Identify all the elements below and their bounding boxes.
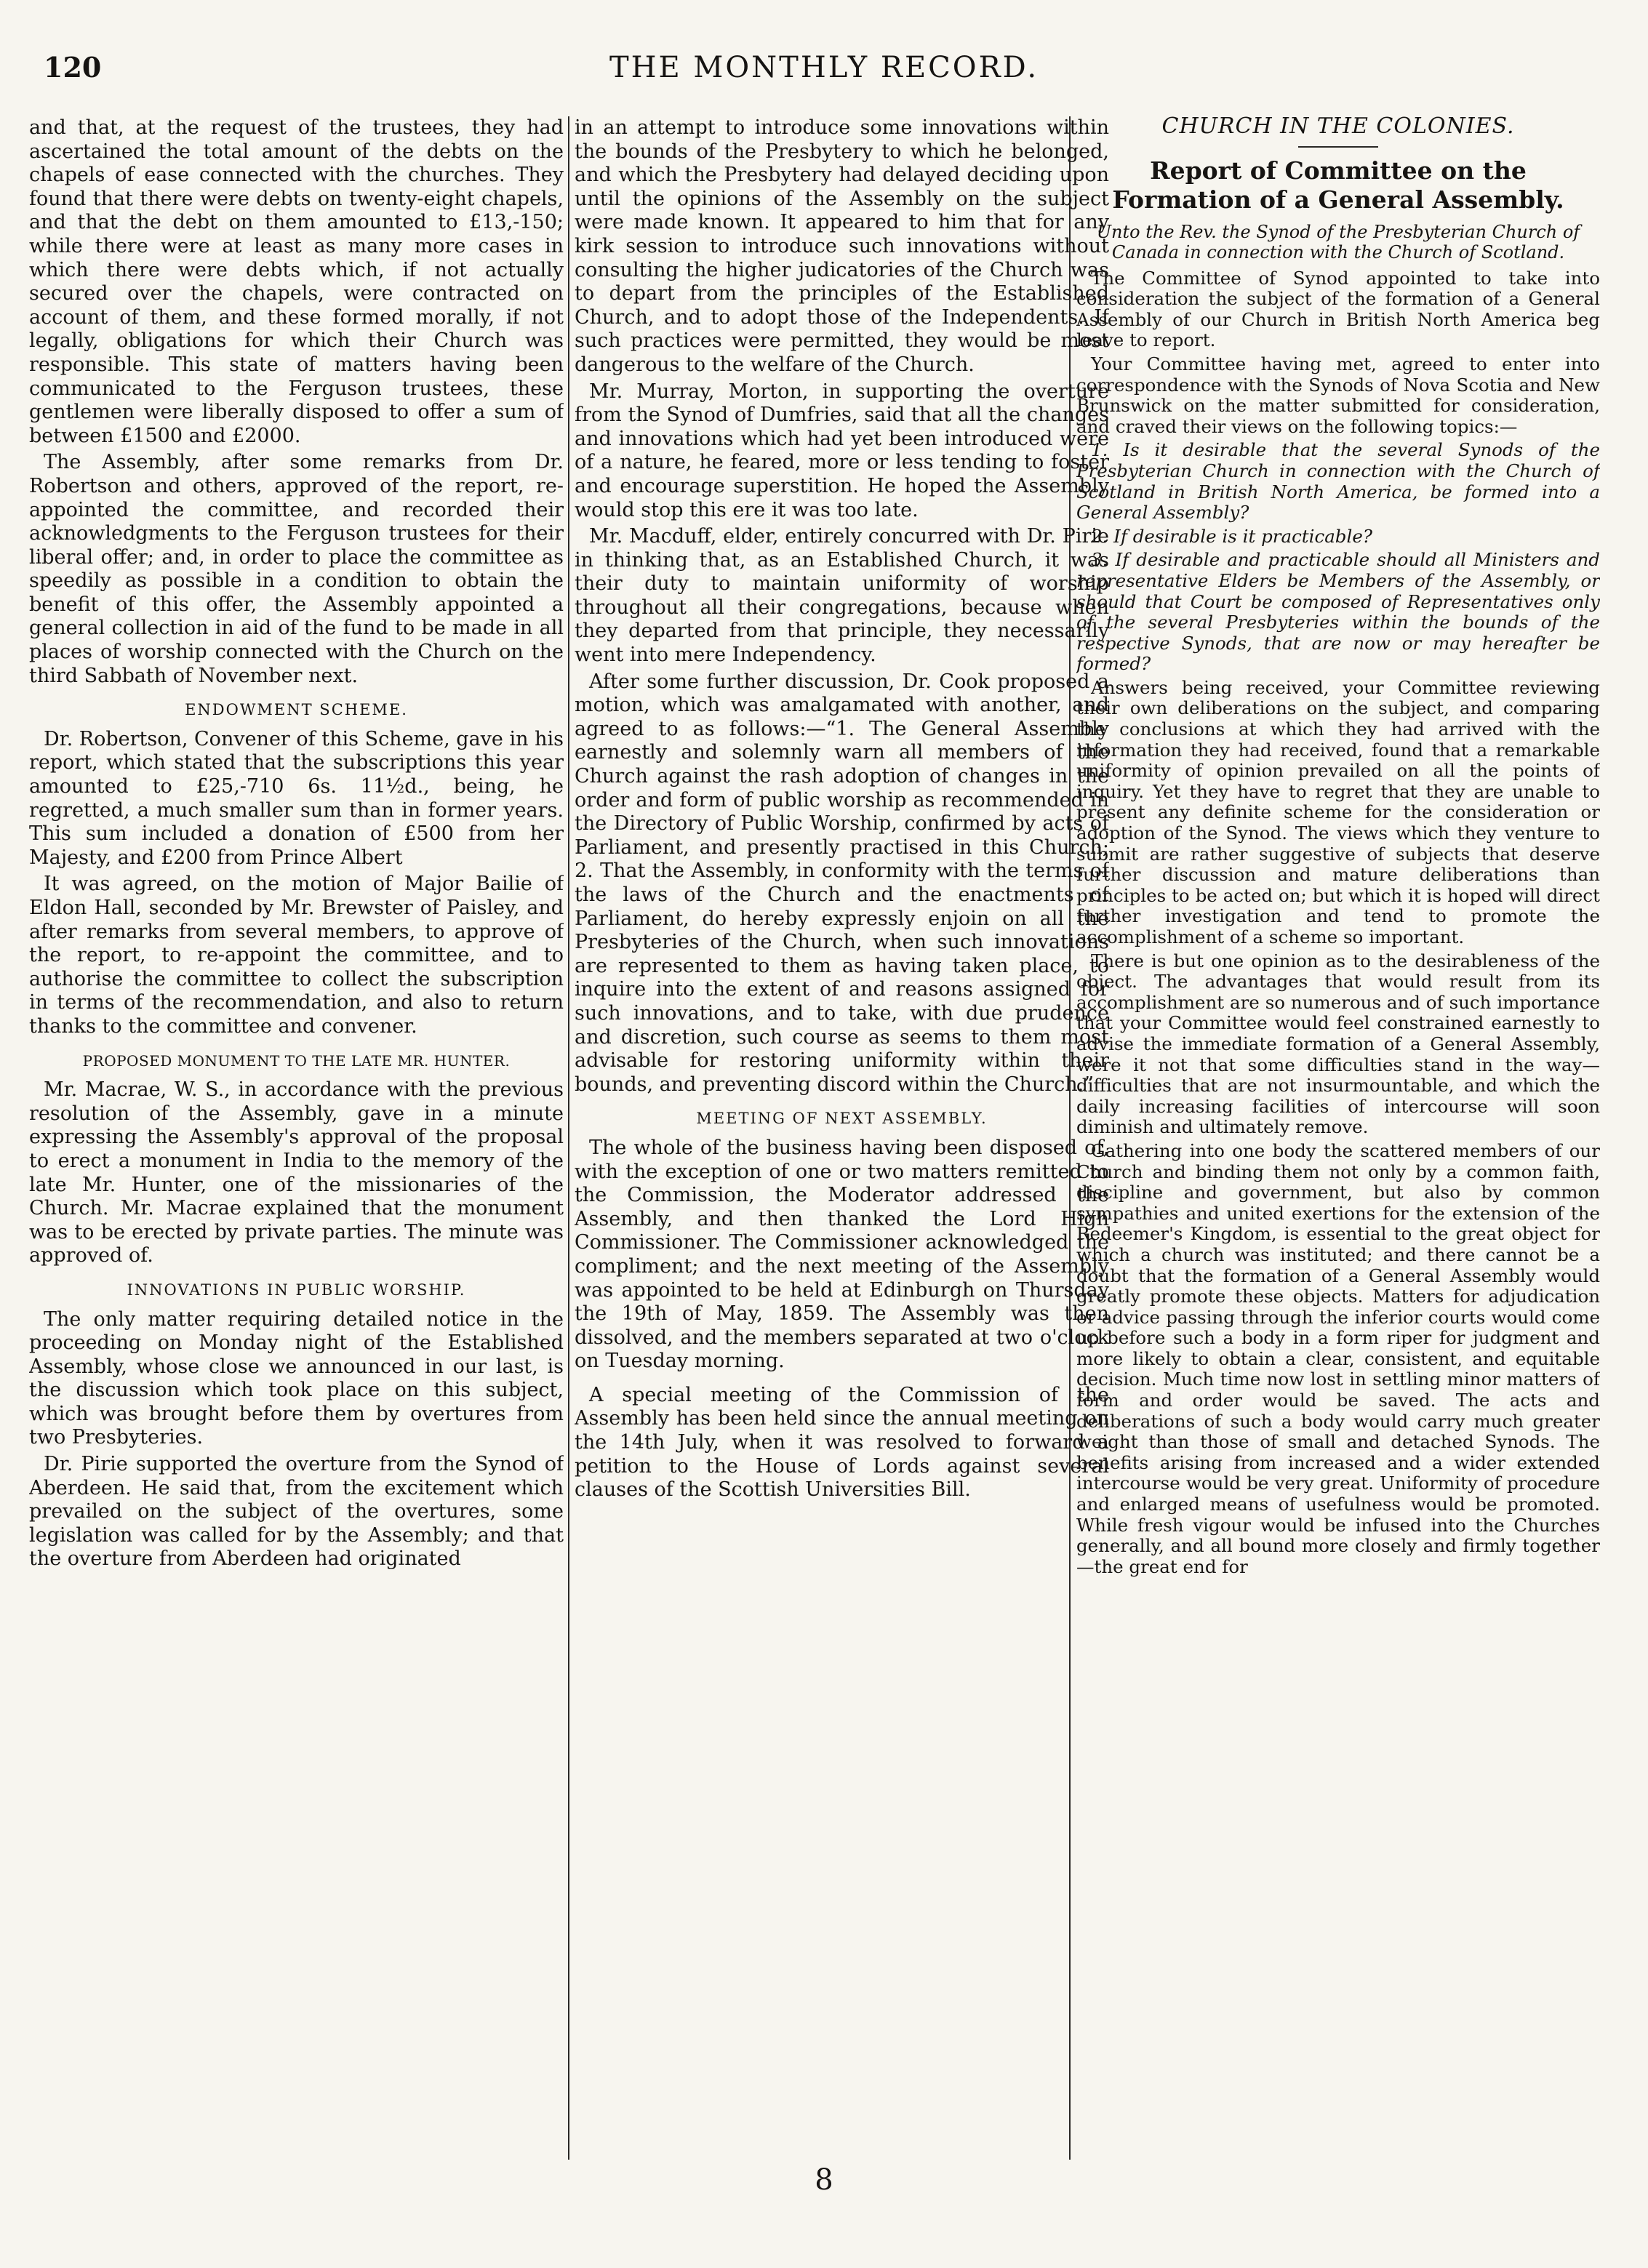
section-heading-meeting: MEETING OF NEXT ASSEMBLY. [696, 1110, 988, 1128]
paragraph: A special meeting of the Commission of the Assembly has been held since the annual meeting on the 14th July, when it was resolved to forward a petition to the House of Lords against several clauses of the Scottish Universities Bill. [575, 1383, 1109, 1502]
paragraph: Answers being received, your Committee reviewing their own deliberations on the subject, and comparing the conclusions at which they had arrived with the information they had received, found that a remarkable uniformity of opinion prevailed on all the points of inquiry. Yet they have to regret that they are unable to present any definite scheme for the consideration or adoption of the Synod. The views which they venture to submit are rather suggestive of subjects that deserve further discussion and mature deliberations than principles to be acted on; but which it is hoped will direct further investigation and tend to promote the accomplishment of a scheme so important. [1076, 676, 1600, 947]
paragraph: Mr. Macduff, elder, entirely concurred with Dr. Pirie in thinking that, as an Established Church, it was their duty to maintain uniformity of worship throughout all their congregations, because when they departed from that principle, they necessarily went into mere Independency. [575, 525, 1109, 667]
question: 2. If desirable is it practicable? [1091, 525, 1372, 547]
question: 1. Is it desirable that the several Synods of the Presbyterian Church in connection with the Church of Scotland in British North America, be formed into a General Assembly? [1076, 439, 1600, 524]
report-address: Unto the Rev. the Synod of the Presbyterian Church of Canada in connection with the Church of Scotland. [1096, 221, 1580, 263]
heading-rule [1298, 146, 1378, 148]
paragraph: Gathering into one body the scattered members of our Church and binding them not only by a common faith, discipline and government, but also by common sympathies and united exertions for the extension of the Redeemer's Kingdom, is essential to the great object for which a church was instituted; and there cannot be a doubt that the formation of a General Assembly would greatly promote these objects. Matters for adjudication or advice passing through the inferior courts would come up before such a body in a form riper for judgment and more likely to obtain a clear, consistent, and equitable decision. Much time now lost in settling minor matters of form and order would be saved. The acts and deliberations of such a body would carry much greater weight than those of small and detached Synods. The benefits arising from increased and a wider extended intercourse would be very great. Uniformity of procedure and enlarged means of usefulness would be promoted. While fresh vigour would be infused into the Churches generally, and all bound more closely and firmly together—the great end for [1076, 1139, 1600, 1577]
paragraph: The only matter requiring detailed notice in the proceeding on Monday night of the Established Assembly, whose close we announced in our last, is the discussion which took place on this subject, which was brought before them by overtures from two Presbyteries. [29, 1307, 564, 1449]
report-title: Report of Committee on the Formation of a General Assembly. [1112, 156, 1564, 214]
column-divider [568, 116, 569, 2160]
column-right [1076, 116, 1600, 2160]
running-title: THE MONTHLY RECORD. [609, 51, 1039, 84]
section-heading-colonies: CHURCH IN THE COLONIES. [1161, 116, 1515, 139]
paragraph: There is but one opinion as to the desirableness of the object. The advantages that would result from its accomplishment are so numerous and of such importance that your Committee would feel constrained earnestly to advise the immediate formation of a General Assembly, were it not that some difficulties stand in the way—difficulties that are not insurmountable, and which the daily increasing facilities of intercourse will soon diminish and ultimately remove. [1076, 950, 1600, 1138]
paragraph: After some further discussion, Dr. Cook proposed a motion, which was amalgamated with another, and agreed to as follows:—“1. The General Assembly earnestly and solemnly warn all members of the Church against the rash adoption of changes in the order and form of public worship as recommended in the Directory of Public Worship, confirmed by acts of Parliament, and presently practised in this Church; 2. That the Assembly, in conformity with the terms of the laws of the Church and the enactments of Parliament, do hereby expressly enjoin on all the Presbyteries of the Church, when such innovations are represented to them as having taken place, to inquire into the extent of and reasons assigned for such innovations, and to take, with due prudence and discretion, such course as seems to them most advisable for restoring uniformity within their bounds, and preventing discord within the Church.” [575, 670, 1109, 1096]
paragraph: and that, at the request of the trustees, they had ascertained the total amount of the debts on the chapels of ease connected with the churches. They found that there were debts on twenty-eight chapels, and that the debt on them amounted to £13,-150; while there were at least as many more cases in which there were debts which, if not actually secured over the chapels, were contracted on account of them, and these formed morally, if not legally, obligations for which their Church was responsible. This state of matters having been communicated to the Ferguson trustees, these gentlemen were liberally disposed to offer a sum of between £1500 and £2000. [29, 116, 564, 447]
paragraph: The Committee of Synod appointed to take into consideration the subject of the formation of a General Assembly of our Church in British North America beg leave to report. [1076, 267, 1600, 351]
paragraph: The whole of the business having been disposed of, with the exception of one or two matters remitted to the Commission, the Moderator addressed the Assembly, and then thanked the Lord High Commissioner. The Commissioner acknowledged the compliment; and the next meeting of the Assembly was appointed to be held at Edinburgh on Thursday the 19th of May, 1859. The Assembly was then dissolved, and the members separated at two o'clock on Tuesday morning. [575, 1136, 1109, 1373]
section-heading-innovations: INNOVATIONS IN PUBLIC WORSHIP. [127, 1281, 466, 1299]
paragraph: Mr. Macrae, W. S., in accordance with the previous resolution of the Assembly, gave in a minute expressing the Assembly's approval of the proposal to erect a monument in India to the memory of the late Mr. Hunter, one of the missionaries of the Church. Mr. Macrae explained that the monument was to be erected by private parties. The minute was approved of. [29, 1078, 564, 1267]
column-middle [575, 116, 1109, 2160]
question: 3. If desirable and practicable should all Ministers and representative Elders be Members of the Assembly, or should that Court be composed of Representatives only of the several Presbyteries within the bounds of the respective Synods, that are now or may hereafter be formed? [1076, 549, 1600, 675]
signature-mark: 8 [815, 2163, 833, 2197]
paragraph: Your Committee having met, agreed to enter into correspondence with the Synods of Nova Scotia and New Brunswick on the matter submitted for consideration, and craved their views on the following topics:— [1076, 353, 1600, 437]
paragraph: Mr. Murray, Morton, in supporting the overture from the Synod of Dumfries, said that all the changes and innovations which had yet been introduced were of a nature, he feared, more or less tending to foster and encourage superstition. He hoped the Assembly would stop this ere it was too late. [575, 380, 1109, 521]
section-heading-monument: PROPOSED MONUMENT TO THE LATE MR. HUNTER. [82, 1051, 511, 1070]
paragraph: It was agreed, on the motion of Major Bailie of Eldon Hall, seconded by Mr. Brewster of Paisley, and after remarks from several members, to approve of the report, to re-appoint the committee, and to authorise the committee to collect the subscription in terms of the recommendation, and also to return thanks to the committee and convener. [29, 873, 564, 1038]
page-number: 120 [44, 51, 102, 84]
column-left [29, 116, 564, 2160]
paragraph: Dr. Pirie supported the overture from the Synod of Aberdeen. He said that, from the excitement which prevailed on the subject of the overtures, some legislation was called for by the Assembly; and that the overture from Aberdeen had originated [29, 1453, 564, 1571]
page-header [44, 51, 1604, 102]
paragraph: The Assembly, after some remarks from Dr. Robertson and others, approved of the report, re-appointed the committee, and recorded their acknowledgments to the Ferguson trustees for their liberal offer; and, in order to place the committee as speedily as possible in a condition to obtain the benefit of this offer, the Assembly appointed a general collection in aid of the fund to be made in all places of worship connected with the Church on the third Sabbath of November next. [29, 451, 564, 687]
section-heading-endowment: ENDOWMENT SCHEME. [185, 701, 408, 719]
paragraph: Dr. Robertson, Convener of this Scheme, gave in his report, which stated that the subscriptions this year amounted to £25,-710 6s. 11½d., being, he regretted, a much smaller sum than in former years. This sum included a donation of £500 from her Majesty, and £200 from Prince Albert [29, 727, 564, 869]
paragraph: in an attempt to introduce some innovations within the bounds of the Presbytery to which he belonged, and which the Presbytery had delayed deciding upon until the opinions of the Assembly on the subject were made known. It appeared to him that for any kirk session to introduce such innovations without consulting the higher judicatories of the Church was to depart from the principles of the Established Church, and to adopt those of the Independents. If such practices were permitted, they would be most dangerous to the welfare of the Church. [575, 116, 1109, 376]
